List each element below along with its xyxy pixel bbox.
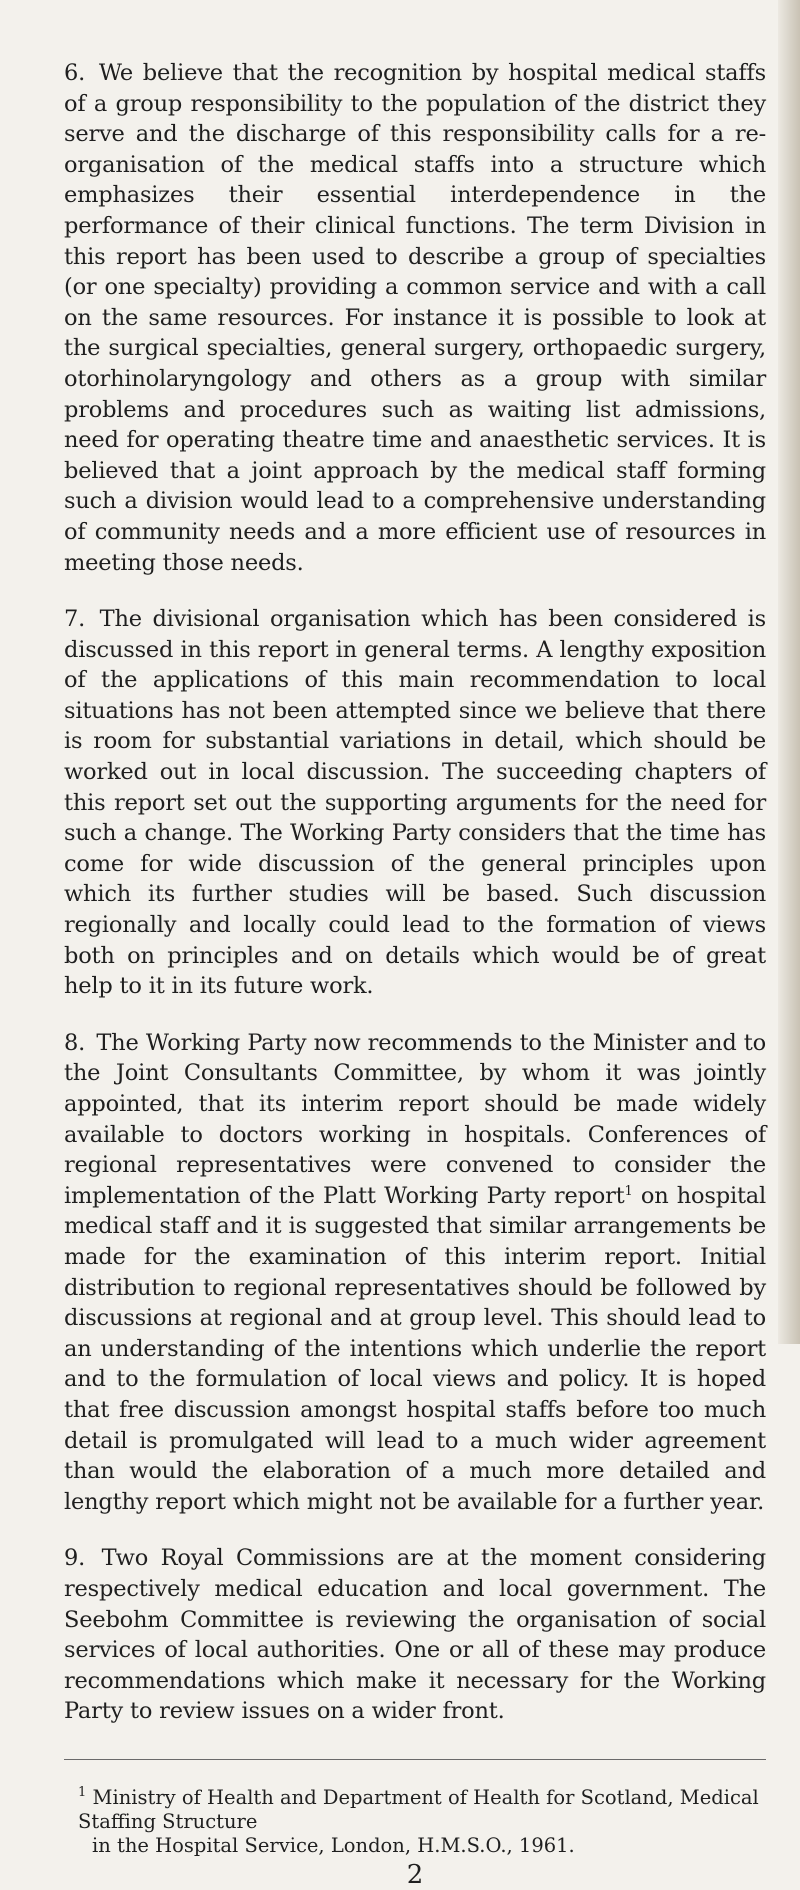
paragraph-number: 8.	[64, 1029, 86, 1056]
paragraph-text: Two Royal Commissions are at the moment considering respectively medical education and local government. The Seebohm Committee is reviewing the organisation of social services of local authorities. One or all of these may produce recommendations which make it necessary for the Working Party to review issues on a wider front.	[64, 1545, 766, 1725]
paragraph-8	[64, 1028, 766, 1518]
document-page	[64, 58, 766, 1890]
paragraph-text: We believe that the recognition by hospital medical staffs of a group responsibility to the population of the district they serve and the discharge of this responsibility calls for a re-organisation of the medical staffs into a structure which emphasizes their essential interdependence in the performance of their clinical functions. The term Division in this report has been used to describe a group of specialties (or one specialty) providing a common service and with a call on the same resources. For instance it is possible to look at the surgical specialties, general surgery, orthopaedic surgery, otorhinolaryngology and others as a group with similar problems and procedures such as waiting list admissions, need for operating theatre time and anaesthetic services. It is believed that a joint approach by the medical staff forming such a division would lead to a comprehensive understanding of community needs and a more efficient use of resources in meeting those needs.	[64, 60, 767, 576]
page-edge-shadow	[778, 0, 800, 1344]
paragraph-text: The Working Party now recommends to the Minister and to the Joint Consultants Committee, by whom it was jointly appointed, that its interim report should be made widely available to doctors working in hospitals. Conferences of regional representatives were convened to consider the implementation of the Platt Working Party report	[64, 1029, 766, 1209]
paragraph-number: 7.	[64, 606, 86, 633]
footnote-divider	[64, 1759, 766, 1760]
page-number: 2	[406, 1859, 424, 1890]
footnote-text-line2: in the Hospital Service, London, H.M.S.O., 1961.	[92, 1833, 575, 1857]
footnote	[78, 1786, 766, 1858]
paragraph-number: 6.	[64, 60, 86, 86]
paragraph-6	[64, 58, 766, 578]
paragraph-number: 9.	[64, 1545, 86, 1572]
footnote-reference: 1	[624, 1183, 633, 1199]
footnote-text-line1: Ministry of Health and Department of Health for Scotland, Medical Staffing Structure	[78, 1785, 759, 1833]
paragraph-text-continued: on hospital medical staff and it is suggested that similar arrangements be made for the examination of this interim report. Initial distribution to regional representatives should be followed by discussions at regional and at group level. This should lead to an understanding of the intentions which underlie the report and to the formulation of local views and policy. It is hoped that free discussion amongst hospital staffs before too much detail is promulgated will lead to a much wider agreement than would the elaboration of a much more detailed and lengthy report which might not be available for a further year.	[64, 1182, 766, 1515]
paragraph-text: The divisional organisation which has been considered is discussed in this report in general terms. A lengthy exposition of the applications of this main recommendation to local situations has not been attempted since we believe that there is room for substantial variations in detail, which should be worked out in local discussion. The succeeding chapters of this report set out the supporting arguments for the need for such a change. The Working Party considers that the time has come for wide discussion of the general principles upon which its further studies will be based. Such discussion regionally and locally could lead to the formation of views both on principles and on details which would be of great help to it in its future work.	[64, 606, 767, 1000]
paragraph-9	[64, 1543, 766, 1727]
paragraph-7	[64, 604, 766, 1002]
footnote-marker: 1	[78, 1784, 87, 1800]
